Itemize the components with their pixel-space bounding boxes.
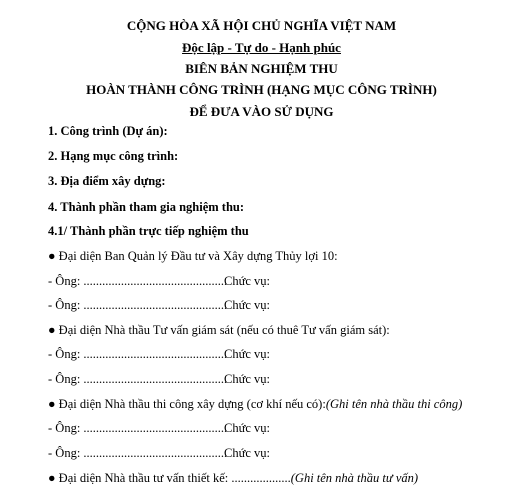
person-position-label: Chức vụ: <box>224 446 271 460</box>
person-line <box>48 446 271 461</box>
national-title: CỘNG HÒA XÃ HỘI CHỦ NGHĨA VIỆT NAM <box>126 18 397 33</box>
section-truc-tiep: 4.1/ Thành phần trực tiếp nghiệm thu <box>48 224 249 238</box>
person-name-blank: - Ông: .............................................. <box>48 446 228 460</box>
rep-thiet-ke-text: ● Đại diện Nhà thầu tư vấn thiết kế: ................... <box>48 471 291 485</box>
rep-thi-cong-note: (Ghi tên nhà thầu thi công) <box>325 397 463 411</box>
person-line <box>48 298 271 313</box>
person-name-blank: - Ông: .............................................. <box>48 274 228 288</box>
motto: Độc lập - Tự do - Hạnh phúc <box>182 40 341 55</box>
rep-ban-quan-ly: ● Đại diện Ban Quản lý Đầu tư và Xây dựng Thủy lợi 10: <box>48 249 338 263</box>
document-title-line-1: BIÊN BẢN NGHIỆM THU <box>185 61 338 76</box>
section-hang-muc: 2. Hạng mục công trình: <box>48 149 179 163</box>
section-thanh-phan: 4. Thành phần tham gia nghiệm thu: <box>48 200 245 214</box>
person-line <box>48 372 271 387</box>
rep-tu-van-giam-sat: ● Đại diện Nhà thầu Tư vấn giám sát (nếu có thuê Tư vấn giám sát): <box>48 323 390 337</box>
person-name-blank: - Ông: .............................................. <box>48 421 228 435</box>
document-title-line-2: HOÀN THÀNH CÔNG TRÌNH (HẠNG MỤC CÔNG TRÌNH) <box>86 82 437 97</box>
person-position-label: Chức vụ: <box>224 372 271 386</box>
person-name-blank: - Ông: .............................................. <box>48 372 228 386</box>
rep-thiet-ke-note: (Ghi tên nhà thầu tư vấn) <box>290 471 419 485</box>
rep-thi-cong-text: ● Đại diện Nhà thầu thi công xây dựng (cơ khí nếu có): <box>48 397 326 411</box>
person-name-blank: - Ông: .............................................. <box>48 298 228 312</box>
person-position-label: Chức vụ: <box>224 347 271 361</box>
person-name-blank: - Ông: .............................................. <box>48 347 228 361</box>
document-title-line-3: ĐỂ ĐƯA VÀO SỬ DỤNG <box>189 104 334 119</box>
rep-thi-cong <box>48 397 462 412</box>
person-line <box>48 274 271 289</box>
person-position-label: Chức vụ: <box>224 298 271 312</box>
section-dia-diem: 3. Địa điểm xây dựng: <box>48 174 166 188</box>
person-line <box>48 421 271 436</box>
rep-thiet-ke <box>48 471 418 486</box>
person-position-label: Chức vụ: <box>224 274 271 288</box>
person-position-label: Chức vụ: <box>224 421 271 435</box>
section-cong-trinh: 1. Công trình (Dự án): <box>48 124 168 138</box>
person-line <box>48 347 271 362</box>
